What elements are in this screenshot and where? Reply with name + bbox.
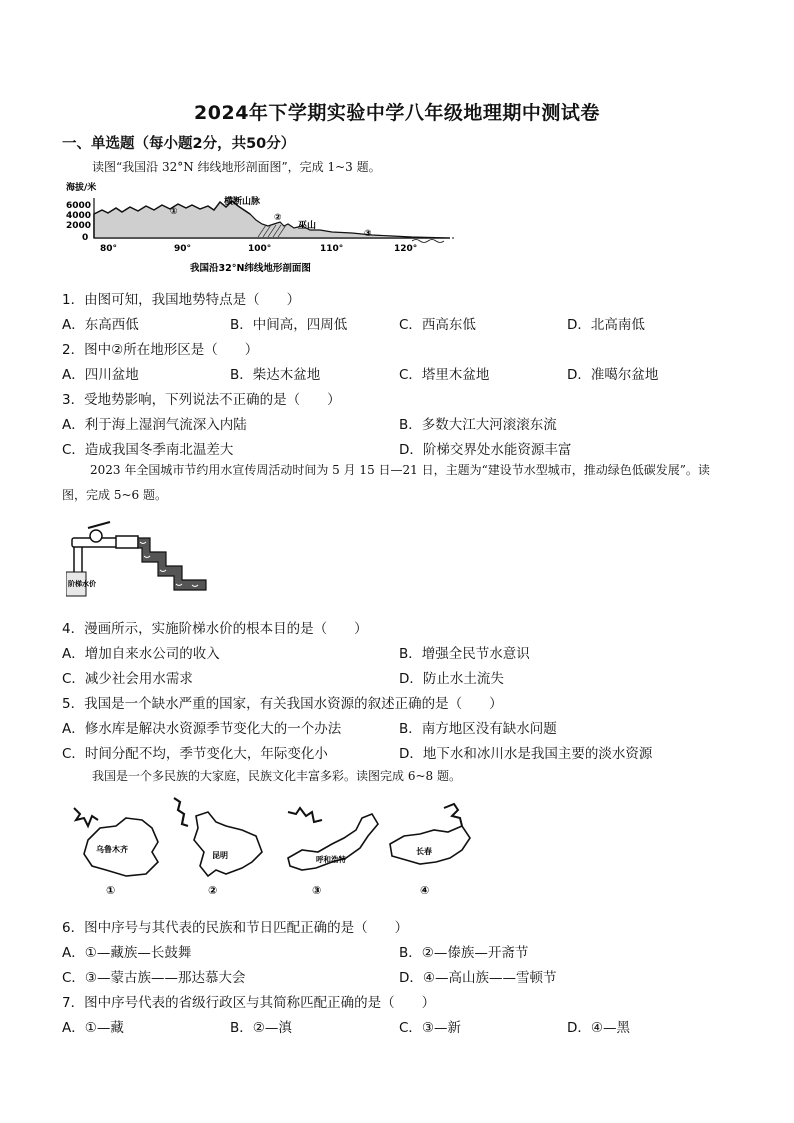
city-hohhot: 呼和浩特 <box>316 855 346 864</box>
q2-option-b[interactable]: B．柴达木盆地 <box>230 367 321 383</box>
ytick-2000: 2000 <box>66 221 92 231</box>
q1-option-b[interactable]: B．中间高，四周低 <box>230 317 348 333</box>
ytick-0: 0 <box>82 233 89 243</box>
q6-option-d[interactable]: D．④—高山族——雪顿节 <box>399 970 557 986</box>
province-1-outline <box>74 808 158 896</box>
q6-option-c[interactable]: C．③—蒙古族——那达慕大会 <box>62 970 246 986</box>
question-3-stem: 3．受地势影响，下列说法不正确的是（ ） <box>62 392 341 408</box>
q2-option-a[interactable]: A．四川盆地 <box>62 367 139 383</box>
q3-option-a[interactable]: A．利于海上湿润气流深入内陆 <box>62 417 247 433</box>
cartoon-label: 阶梯水价 <box>68 580 96 588</box>
xtick-90: 90° <box>174 244 192 254</box>
q4-option-b[interactable]: B．增强全民节水意识 <box>399 646 530 662</box>
xtick-110: 110° <box>320 244 344 254</box>
q2-option-d[interactable]: D．准噶尔盆地 <box>567 367 659 383</box>
section-heading: 一、单选题（每小题2分，共50分） <box>62 136 296 152</box>
xtick-100: 100° <box>248 244 272 254</box>
ytick-6000: 6000 <box>66 201 92 211</box>
q6-option-a[interactable]: A．①—藏族—长鼓舞 <box>62 945 192 961</box>
q4-option-c[interactable]: C．减少社会用水需求 <box>62 671 193 687</box>
q1-option-d[interactable]: D．北高南低 <box>567 317 645 333</box>
province-outlines-figure <box>66 796 486 896</box>
intro-text-3: 我国是一个多民族的大家庭，民族文化丰富多彩。读图完成 6~8 题。 <box>92 769 461 783</box>
question-2-stem: 2．图中②所在地形区是（ ） <box>62 342 259 358</box>
city-urumqi: 乌鲁木齐 <box>96 845 128 854</box>
label-wushan: 巫山 <box>298 221 317 231</box>
q3-option-b[interactable]: B．多数大江大河滚滚东流 <box>399 417 557 433</box>
province-number-1: ① <box>106 884 116 896</box>
intro-text-2: 2023 年全国城市节约用水宣传周活动时间为 5 月 15 日—21 日，主题为“建设节水型城市，推动绿色低碳发展”。读图，完成 5~6 题。 <box>62 463 710 502</box>
profile-ylabel: 海拔/米 <box>66 183 97 193</box>
q3-option-d[interactable]: D．阶梯交界处水能资源丰富 <box>399 442 572 458</box>
terrain-profile-figure <box>62 180 462 280</box>
q7-option-b[interactable]: B．②—滇 <box>230 1020 292 1036</box>
city-changchun: 长春 <box>416 847 432 856</box>
q3-option-c[interactable]: C．造成我国冬季南北温差大 <box>62 442 234 458</box>
marker-3: ③ <box>364 229 372 239</box>
marker-1: ① <box>170 207 178 217</box>
marker-2: ② <box>274 213 282 223</box>
intro-text-1: 读图“我国沿 32°N 纬线地形剖面图”，完成 1~3 题。 <box>92 160 381 174</box>
q5-option-a[interactable]: A．修水库是解决水资源季节变化大的一个办法 <box>62 721 342 737</box>
province-3-outline <box>288 808 378 896</box>
q4-option-a[interactable]: A．增加自来水公司的收入 <box>62 646 220 662</box>
q5-option-d[interactable]: D．地下水和冰川水是我国主要的淡水资源 <box>399 746 653 762</box>
label-hengduan: 横断山脉 <box>224 197 261 207</box>
profile-caption: 我国沿32°N纬线地形剖面图 <box>190 263 311 274</box>
q5-option-c[interactable]: C．时间分配不均，季节变化大，年际变化小 <box>62 746 328 762</box>
province-number-2: ② <box>208 884 218 896</box>
q4-option-d[interactable]: D．防止水土流失 <box>399 671 504 687</box>
q6-option-b[interactable]: B．②—傣族—开斋节 <box>399 945 529 961</box>
water-stairs <box>138 538 206 590</box>
question-4-stem: 4．漫画所示，实施阶梯水价的根本目的是（ ） <box>62 621 368 637</box>
province-number-4: ④ <box>420 884 430 896</box>
xtick-80: 80° <box>100 244 118 254</box>
province-4-outline <box>390 804 470 896</box>
q7-option-d[interactable]: D．④—黑 <box>567 1020 630 1036</box>
q7-option-a[interactable]: A．①—藏 <box>62 1020 124 1036</box>
city-kunming: 昆明 <box>212 851 228 860</box>
question-5-stem: 5．我国是一个缺水严重的国家，有关我国水资源的叙述正确的是（ ） <box>62 696 503 712</box>
exam-title: 2024年下学期实验中学八年级地理期中测试卷 <box>194 102 600 124</box>
question-7-stem: 7．图中序号代表的省级行政区与其简称匹配正确的是（ ） <box>62 995 436 1011</box>
province-number-3: ③ <box>312 884 322 896</box>
q2-option-c[interactable]: C．塔里木盆地 <box>399 367 490 383</box>
xtick-120: 120° <box>394 244 418 254</box>
q1-option-a[interactable]: A．东高西低 <box>62 317 139 333</box>
water-price-cartoon <box>66 514 216 598</box>
q5-option-b[interactable]: B．南方地区没有缺水问题 <box>399 721 557 737</box>
q7-option-c[interactable]: C．③—新 <box>399 1020 462 1036</box>
question-1-stem: 1．由图可知，我国地势特点是（ ） <box>62 292 301 308</box>
q1-option-c[interactable]: C．西高东低 <box>399 317 476 333</box>
question-6-stem: 6．图中序号与其代表的民族和节日匹配正确的是（ ） <box>62 920 409 936</box>
ytick-4000: 4000 <box>66 211 92 221</box>
province-2-outline <box>174 798 262 896</box>
